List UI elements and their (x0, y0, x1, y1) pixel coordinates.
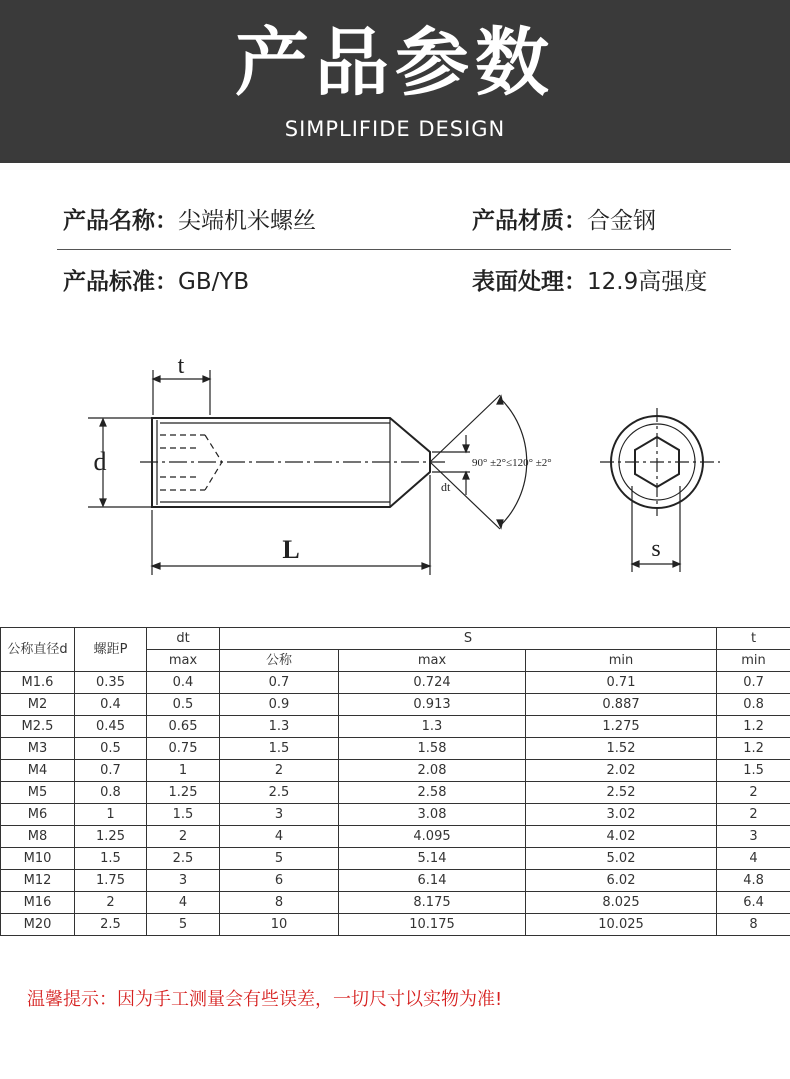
table-cell: 6.4 (717, 892, 790, 914)
table-cell: 0.7 (717, 672, 790, 694)
dim-label-d: d (93, 447, 107, 476)
table-cell: M4 (1, 760, 75, 782)
table-row (1, 804, 790, 826)
table-cell: 4.02 (526, 826, 717, 848)
table-cell: 4.095 (339, 826, 526, 848)
table-cell: 1.3 (339, 716, 526, 738)
table-cell: 1.5 (147, 804, 220, 826)
table-cell: 4.8 (717, 870, 790, 892)
table-cell: M12 (1, 870, 75, 892)
table-cell: 1.2 (717, 716, 790, 738)
table-cell: 2 (75, 892, 147, 914)
table-cell: M2 (1, 694, 75, 716)
table-row (1, 738, 790, 760)
table-cell: 1.5 (717, 760, 790, 782)
page-subtitle: SIMPLIFIDE DESIGN (284, 117, 506, 141)
table-cell: 2.08 (339, 760, 526, 782)
table-cell: 2 (717, 782, 790, 804)
spec-standard-label: 产品标准： (63, 269, 178, 295)
table-cell: 2.5 (75, 914, 147, 936)
table-cell: 1.75 (75, 870, 147, 892)
spec-name-label: 产品名称： (63, 208, 178, 234)
table-cell: 1.2 (717, 738, 790, 760)
table-body (1, 672, 790, 936)
table-cell: 2 (717, 804, 790, 826)
table-cell: 4 (220, 826, 339, 848)
screw-technical-drawing (0, 340, 790, 590)
table-cell: 2.5 (220, 782, 339, 804)
table-cell: 4 (147, 892, 220, 914)
table-cell: M10 (1, 848, 75, 870)
table-cell: 8.175 (339, 892, 526, 914)
table-cell: 10 (220, 914, 339, 936)
table-cell: 3 (147, 870, 220, 892)
table-row (1, 848, 790, 870)
table-cell: 0.35 (75, 672, 147, 694)
size-table (0, 627, 790, 936)
table-cell: 3 (717, 826, 790, 848)
header-t-min: min (717, 650, 790, 672)
dim-label-L: L (282, 535, 300, 564)
spec-product-name (63, 206, 316, 236)
spec-surface-value: 12.9高强度 (587, 269, 708, 295)
table-cell: M20 (1, 914, 75, 936)
table-cell: M2.5 (1, 716, 75, 738)
table-header-row (1, 628, 790, 650)
table-cell: 5 (147, 914, 220, 936)
dim-label-s: s (651, 536, 661, 562)
table-cell: 1.3 (220, 716, 339, 738)
table-cell: 6.02 (526, 870, 717, 892)
table-cell: 2.58 (339, 782, 526, 804)
table-cell: 3.08 (339, 804, 526, 826)
spec-material (472, 206, 656, 236)
table-cell: 3 (220, 804, 339, 826)
table-cell: 0.75 (147, 738, 220, 760)
table-cell: 0.9 (220, 694, 339, 716)
header-s-max: max (339, 650, 526, 672)
table-cell: 4 (717, 848, 790, 870)
dim-label-dt: dt (441, 480, 451, 494)
table-row (1, 870, 790, 892)
dim-label-angles: 90° ±2°≤120° ±2° (472, 457, 552, 469)
table-cell: 1.25 (147, 782, 220, 804)
table-cell: M16 (1, 892, 75, 914)
header-pitch: 螺距P (75, 628, 147, 672)
table-row (1, 716, 790, 738)
dim-label-t: t (177, 353, 185, 379)
table-row (1, 782, 790, 804)
header-banner (0, 0, 790, 163)
table-cell: 1.52 (526, 738, 717, 760)
table-row (1, 694, 790, 716)
table-cell: 2.52 (526, 782, 717, 804)
page-title: 产品参数 (235, 20, 555, 106)
table-cell: 8 (717, 914, 790, 936)
header-t: t (717, 628, 790, 650)
header-nominal-diameter: 公称直径d (1, 628, 75, 672)
spec-standard-value: GB/YB (178, 269, 250, 295)
table-cell: 8 (220, 892, 339, 914)
table-cell: 6 (220, 870, 339, 892)
table-cell: 1 (147, 760, 220, 782)
header-dt: dt (147, 628, 220, 650)
table-cell: 3.02 (526, 804, 717, 826)
measurement-notice: 温馨提示：因为手工测量会有些误差，一切尺寸以实物为准! (27, 989, 503, 1010)
table-cell: 8.025 (526, 892, 717, 914)
table-row (1, 914, 790, 936)
table-cell: 0.5 (147, 694, 220, 716)
table-row (1, 672, 790, 694)
table-cell: 0.887 (526, 694, 717, 716)
table-cell: M6 (1, 804, 75, 826)
table-cell: 0.45 (75, 716, 147, 738)
table-cell: 1.5 (220, 738, 339, 760)
table-cell: 2 (220, 760, 339, 782)
table-cell: 0.724 (339, 672, 526, 694)
table-cell: 0.4 (75, 694, 147, 716)
table-cell: 1 (75, 804, 147, 826)
table-cell: 0.5 (75, 738, 147, 760)
table-row (1, 760, 790, 782)
table-cell: 0.8 (717, 694, 790, 716)
spec-surface (472, 267, 707, 297)
table-cell: 1.58 (339, 738, 526, 760)
table-cell: 1.25 (75, 826, 147, 848)
table-cell: 2.02 (526, 760, 717, 782)
header-dt-max: max (147, 650, 220, 672)
table-cell: 10.175 (339, 914, 526, 936)
table-cell: 0.7 (220, 672, 339, 694)
table-cell: 0.7 (75, 760, 147, 782)
table-cell: 0.65 (147, 716, 220, 738)
header-s-min: min (526, 650, 717, 672)
table-cell: 0.4 (147, 672, 220, 694)
table-cell: 0.913 (339, 694, 526, 716)
table-cell: 1.5 (75, 848, 147, 870)
spec-name-value: 尖端机米螺丝 (178, 208, 316, 234)
table-cell: M3 (1, 738, 75, 760)
table-cell: 5 (220, 848, 339, 870)
table-cell: 6.14 (339, 870, 526, 892)
table-cell: 10.025 (526, 914, 717, 936)
spec-surface-label: 表面处理： (472, 269, 587, 295)
spec-standard (63, 267, 249, 297)
table-cell: 5.14 (339, 848, 526, 870)
spec-material-value: 合金钢 (587, 208, 656, 234)
table-cell: 0.8 (75, 782, 147, 804)
table-cell: 2 (147, 826, 220, 848)
spec-divider (57, 249, 731, 250)
table-cell: M5 (1, 782, 75, 804)
header-s-nominal: 公称 (220, 650, 339, 672)
table-cell: 1.275 (526, 716, 717, 738)
header-s: S (220, 628, 717, 650)
spec-material-label: 产品材质： (472, 208, 587, 234)
table-cell: 0.71 (526, 672, 717, 694)
table-cell: 2.5 (147, 848, 220, 870)
table-cell: 5.02 (526, 848, 717, 870)
table-row (1, 892, 790, 914)
table-row (1, 826, 790, 848)
table-cell: M8 (1, 826, 75, 848)
table-cell: M1.6 (1, 672, 75, 694)
